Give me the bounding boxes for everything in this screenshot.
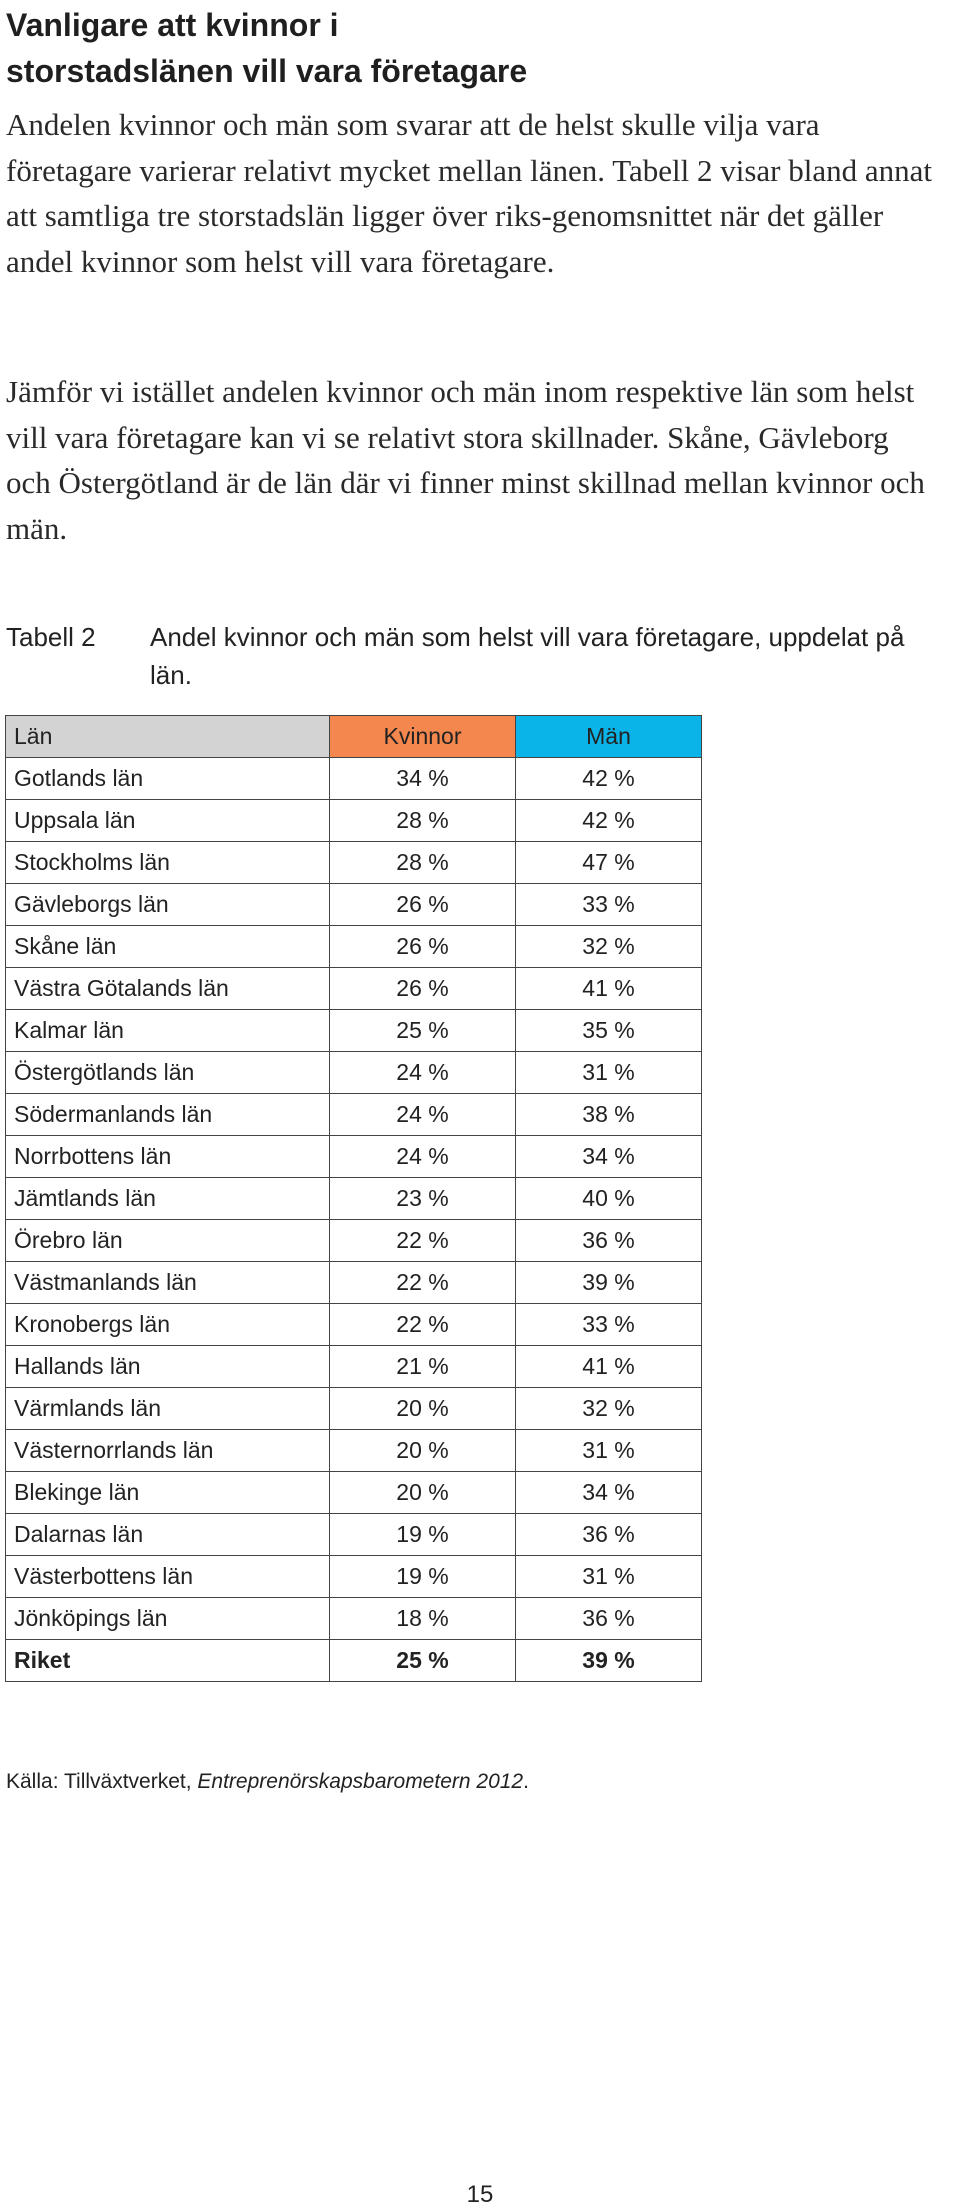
- cell-kvinnor: 22 %: [330, 1304, 516, 1346]
- table-row: [6, 1010, 702, 1052]
- cell-kvinnor: 20 %: [330, 1472, 516, 1514]
- source-suffix: .: [523, 1770, 529, 1793]
- cell-man: 31 %: [516, 1556, 702, 1598]
- cell-kvinnor: 26 %: [330, 968, 516, 1010]
- cell-lan: Jönköpings län: [6, 1598, 330, 1640]
- page-number: 15: [466, 2181, 494, 2208]
- table-row: [6, 1430, 702, 1472]
- header-man: Män: [516, 716, 702, 758]
- body-paragraph-1: Andelen kvinnor och män som svarar att de helst skulle vilja vara företagare varierar relativt mycket mellan länen. Tabell 2 visar bland annat att samtliga tre storstadslän ligger över riks-genomsnittet när det gäller andel kvinnor som helst vill vara företagare.: [6, 107, 932, 279]
- section-heading-line-1: Vanligare att kvinnor i: [6, 7, 339, 43]
- cell-kvinnor: 26 %: [330, 926, 516, 968]
- cell-kvinnor: 24 %: [330, 1052, 516, 1094]
- county-table: [5, 715, 702, 1682]
- total-man: 39 %: [516, 1640, 702, 1682]
- cell-kvinnor: 20 %: [330, 1388, 516, 1430]
- table-row: [6, 884, 702, 926]
- cell-kvinnor: 22 %: [330, 1262, 516, 1304]
- cell-man: 42 %: [516, 800, 702, 842]
- cell-kvinnor: 23 %: [330, 1178, 516, 1220]
- cell-man: 47 %: [516, 842, 702, 884]
- total-kvinnor: 25 %: [330, 1640, 516, 1682]
- cell-man: 36 %: [516, 1598, 702, 1640]
- cell-lan: Blekinge län: [6, 1472, 330, 1514]
- header-lan: Län: [6, 716, 330, 758]
- table-caption-text: Andel kvinnor och män som helst vill vara företagare, uppdelat på län.: [150, 622, 905, 690]
- table-row: [6, 1472, 702, 1514]
- cell-kvinnor: 28 %: [330, 800, 516, 842]
- table-body: [6, 758, 702, 1682]
- table-row: [6, 1304, 702, 1346]
- cell-man: 36 %: [516, 1220, 702, 1262]
- table-row: [6, 800, 702, 842]
- cell-lan: Dalarnas län: [6, 1514, 330, 1556]
- cell-lan: Värmlands län: [6, 1388, 330, 1430]
- cell-kvinnor: 28 %: [330, 842, 516, 884]
- cell-kvinnor: 25 %: [330, 1010, 516, 1052]
- cell-man: 32 %: [516, 1388, 702, 1430]
- section-heading-line-2: storstadslänen vill vara företagare: [6, 53, 528, 89]
- table-row: [6, 1262, 702, 1304]
- total-lan: Riket: [6, 1640, 330, 1682]
- body-paragraph-2: Jämför vi istället andelen kvinnor och män inom respektive län som helst vill vara företagare kan vi se relativt stora skillnader. Skåne, Gävleborg och Östergötland är de län där vi finner minst skillnad mellan kvinnor och män.: [6, 374, 925, 546]
- cell-lan: Östergötlands län: [6, 1052, 330, 1094]
- cell-lan: Örebro län: [6, 1220, 330, 1262]
- cell-kvinnor: 22 %: [330, 1220, 516, 1262]
- table-total-row: [6, 1640, 702, 1682]
- cell-man: 36 %: [516, 1514, 702, 1556]
- table-row: [6, 1136, 702, 1178]
- cell-lan: Skåne län: [6, 926, 330, 968]
- cell-lan: Västra Götalands län: [6, 968, 330, 1010]
- cell-man: 31 %: [516, 1052, 702, 1094]
- table-row: [6, 842, 702, 884]
- table-header-row: [6, 716, 702, 758]
- source-prefix: Källa: Tillväxtverket,: [6, 1770, 198, 1793]
- cell-lan: Södermanlands län: [6, 1094, 330, 1136]
- table-row: [6, 1220, 702, 1262]
- cell-lan: Gotlands län: [6, 758, 330, 800]
- source-note: [6, 1767, 529, 1797]
- cell-lan: Västernorrlands län: [6, 1430, 330, 1472]
- cell-lan: Jämtlands län: [6, 1178, 330, 1220]
- table-row: [6, 1094, 702, 1136]
- cell-man: 35 %: [516, 1010, 702, 1052]
- table-row: [6, 1052, 702, 1094]
- cell-kvinnor: 24 %: [330, 1136, 516, 1178]
- cell-man: 41 %: [516, 1346, 702, 1388]
- cell-lan: Hallands län: [6, 1346, 330, 1388]
- cell-lan: Kronobergs län: [6, 1304, 330, 1346]
- table-row: [6, 758, 702, 800]
- cell-lan: Västmanlands län: [6, 1262, 330, 1304]
- table-row: [6, 1598, 702, 1640]
- cell-lan: Gävleborgs län: [6, 884, 330, 926]
- cell-kvinnor: 20 %: [330, 1430, 516, 1472]
- cell-lan: Stockholms län: [6, 842, 330, 884]
- source-title: Entreprenörskapsbarometern 2012: [197, 1770, 524, 1793]
- cell-kvinnor: 26 %: [330, 884, 516, 926]
- table-row: [6, 1556, 702, 1598]
- table-row: [6, 1514, 702, 1556]
- cell-man: 32 %: [516, 926, 702, 968]
- cell-man: 39 %: [516, 1262, 702, 1304]
- cell-kvinnor: 19 %: [330, 1514, 516, 1556]
- cell-man: 41 %: [516, 968, 702, 1010]
- cell-kvinnor: 24 %: [330, 1094, 516, 1136]
- cell-man: 42 %: [516, 758, 702, 800]
- table-row: [6, 926, 702, 968]
- header-kvinnor: Kvinnor: [330, 716, 516, 758]
- section-heading: [6, 2, 906, 94]
- cell-lan: Uppsala län: [6, 800, 330, 842]
- table-row: [6, 1346, 702, 1388]
- table-row: [6, 968, 702, 1010]
- cell-man: 33 %: [516, 1304, 702, 1346]
- cell-kvinnor: 34 %: [330, 758, 516, 800]
- cell-kvinnor: 18 %: [330, 1598, 516, 1640]
- cell-lan: Kalmar län: [6, 1010, 330, 1052]
- cell-man: 34 %: [516, 1136, 702, 1178]
- table-row: [6, 1178, 702, 1220]
- table-row: [6, 1388, 702, 1430]
- table-caption-label: Tabell 2: [6, 622, 96, 652]
- cell-lan: Västerbottens län: [6, 1556, 330, 1598]
- cell-man: 31 %: [516, 1430, 702, 1472]
- cell-lan: Norrbottens län: [6, 1136, 330, 1178]
- cell-man: 38 %: [516, 1094, 702, 1136]
- cell-man: 34 %: [516, 1472, 702, 1514]
- cell-kvinnor: 21 %: [330, 1346, 516, 1388]
- cell-man: 33 %: [516, 884, 702, 926]
- cell-kvinnor: 19 %: [330, 1556, 516, 1598]
- cell-man: 40 %: [516, 1178, 702, 1220]
